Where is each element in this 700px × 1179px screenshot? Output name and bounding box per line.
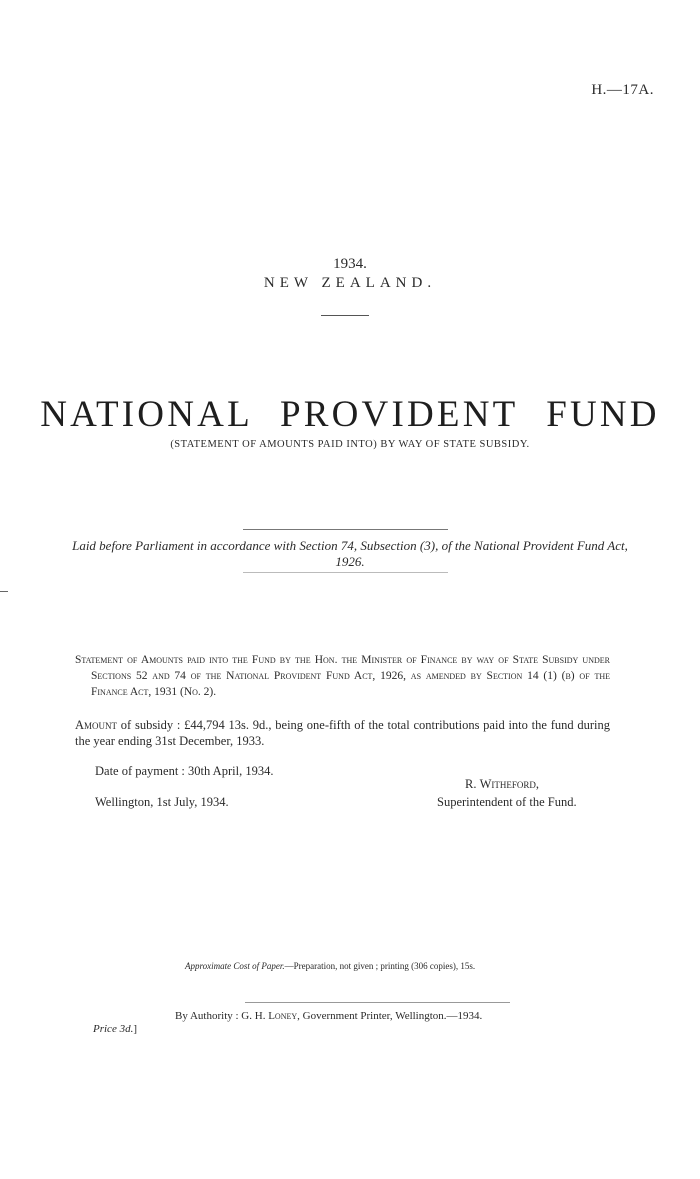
authority-suffix: , Government Printer, Wellington.—1934. <box>297 1010 483 1022</box>
authority-prefix: By Authority : G. H. <box>175 1010 269 1022</box>
signatory-surname: Witheford, <box>479 777 540 791</box>
amount-paragraph <box>75 717 610 749</box>
printer-surname: Loney <box>268 1010 298 1022</box>
price-bracket: ] <box>133 1023 137 1035</box>
page-title: NATIONAL PROVIDENT FUND <box>40 394 660 435</box>
document-year: 1934. <box>333 256 367 272</box>
divider-rule <box>321 315 369 316</box>
price-note <box>93 1023 137 1035</box>
payment-date: Date of payment : 30th April, 1934. <box>95 764 274 778</box>
laid-before-parliament-note: Laid before Parliament in accordance with Section 74, Subsection (3), of the National Provident Fund Act, 1926. <box>72 538 628 569</box>
divider-rule-footer <box>245 1002 510 1003</box>
page-subtitle: (STATEMENT OF AMOUNTS PAID INTO) BY WAY OF STATE SUBSIDY. <box>170 439 530 450</box>
amount-label: Amount <box>75 718 118 732</box>
cost-of-paper-note <box>185 961 475 971</box>
signatory-initial: R. <box>465 777 480 791</box>
signatory-title: Superintendent of the Fund. <box>437 795 577 809</box>
place-and-date: Wellington, 1st July, 1934. <box>95 795 229 809</box>
divider-rule-bottom <box>243 572 448 573</box>
document-reference: H.—17A. <box>591 82 654 98</box>
margin-mark <box>0 591 8 592</box>
document-country: NEW ZEALAND. <box>263 275 437 291</box>
cost-text: —Preparation, not given ; printing (306 copies), 15s. <box>284 961 476 971</box>
cost-label: Approximate Cost of Paper. <box>185 961 285 971</box>
signatory-name <box>465 777 539 792</box>
price-label: Price 3d. <box>93 1023 134 1035</box>
amount-text: of subsidy : £44,794 13s. 9d., being one-fifth of the total contributions paid into the fund during the year ending 31st December, 1933. <box>75 718 610 748</box>
printer-authority <box>175 1010 482 1022</box>
divider-rule-top <box>243 529 448 530</box>
statement-paragraph: Statement of Amounts paid into the Fund by the Hon. the Minister of Finance by way of State Subsidy under Sections 52 and 74 of the National Provident Fund Act, 1926, as amended by Section 14 (1) (b) of the Finance Act, 1931 (No. 2). <box>75 654 610 698</box>
